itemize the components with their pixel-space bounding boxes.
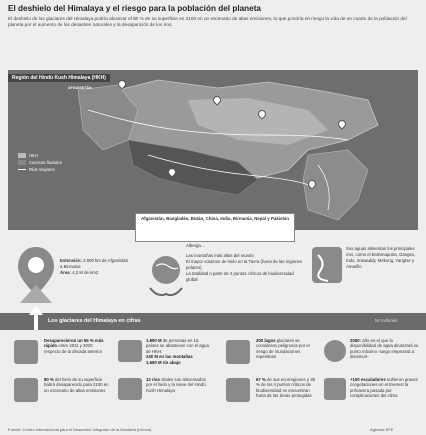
mountain-pin-icon — [14, 245, 58, 305]
stat-7-bold: 67 % — [256, 377, 266, 382]
river-icon — [310, 245, 344, 285]
stat-2-bold: 1.890 M — [146, 338, 162, 343]
legend-label-basins: Cuencas fluviales — [29, 160, 62, 165]
map-graphic — [8, 70, 418, 230]
stat-5-text: del hielo de su superficie habrá desaparecido para 2100 en un escenario de altas emisiones — [44, 377, 109, 393]
water-tap-icon — [118, 340, 142, 362]
globe-hands-icon — [148, 252, 184, 300]
band-title: Los glaciares del Himalaya en cifras — [48, 318, 141, 324]
lead-paragraph: El deshielo de los glaciares del Himalaya podría alcanzar el 80 % de su superficie en 2100 en un escenario de altas emisiones, lo que pondría en riesgo la vida de un cuarto de la población del planeta por el aumento de los desastres naturales y la desaparición de los ríos. — [8, 16, 407, 27]
area-value: 4,2 M de km2 — [72, 270, 99, 275]
stat-4-bold: 2050: — [350, 338, 361, 343]
middle-header: Alberga... — [186, 243, 205, 248]
middle-item-1: Las montañas más altas del mundo — [186, 253, 254, 258]
map-title: Región del Hindú Kush Himalaya (HKH) — [8, 74, 110, 82]
stat-5 — [44, 377, 112, 393]
stat-3 — [256, 338, 318, 360]
stat-8 — [350, 377, 420, 399]
stat-3-text: glaciares se consideran peligrosos por el riesgo de inundaciones repentinas — [256, 338, 310, 360]
rivers-text: Sus aguas alimentan los principales ríos, como el Brahmaputra, Ganges, Indo, Irrawaddy, Mekong, Yangtse y Amarillo — [346, 246, 416, 269]
legend-label-rivers: Ríos mayores — [29, 167, 55, 172]
stat-5-bold: 80 % — [44, 377, 54, 382]
legend-swatch-basins — [18, 160, 26, 165]
stat-8-text: sufrieron graves congelaciones en el Everest la primavera pasada por complicaciones del clima — [350, 377, 418, 399]
stat-7 — [256, 377, 318, 399]
middle-item-2: El mayor volumen de hielo en la Tierra (fuera de las regiones polares) — [186, 259, 303, 270]
stat-8-bold: +100 escaladores — [350, 377, 386, 382]
extension-label: Extensión: — [60, 258, 82, 263]
legend-swatch-hkh — [18, 153, 26, 158]
stat-3-bold: 200 lagos — [256, 338, 276, 343]
stat-2 — [146, 338, 212, 365]
source-footer: Fuente: Centro Internacional para el Desarrollo Integrado de la Montaña (Icimod) — [8, 427, 152, 432]
melting-ice-icon — [14, 340, 38, 364]
stat-4 — [350, 338, 420, 360]
stat-6-text: vitales son alimentados por el hielo y la nieve del Hindú Kush Himalaya — [146, 377, 206, 393]
stat-1-bold: Desaparecieron un 65 % más rápido — [44, 338, 104, 349]
hkh-map — [8, 70, 418, 230]
legend-swatch-rivers — [18, 169, 26, 170]
page-title: El deshielo del Himalaya y el riesgo para la población del planeta — [8, 4, 261, 13]
melting-iceberg-icon — [14, 378, 38, 402]
legend-label-hkh: HKH — [29, 153, 38, 158]
stat-6-bold: 12 ríos — [146, 377, 160, 382]
glacier-lake-icon — [226, 340, 250, 364]
stat-7-text: de sus ecorregiones y 39 % de los 4 puntos críticos de biodiversidad se encuentran fuera de las áreas protegidas — [256, 377, 316, 399]
stat-1-text: entre 2011 y 2020 respecto de la década anterior — [44, 343, 103, 354]
middle-list — [186, 253, 304, 283]
stat-2-text: de personas en 16 países se abastecen con el agua de HKH: — [146, 338, 209, 354]
area-label: Área: — [60, 270, 71, 275]
extension-value: 3.500 km de Afganistán a Birmania — [60, 258, 129, 269]
millions-note: M: millones — [375, 318, 398, 323]
dry-tree-icon — [226, 378, 250, 402]
stat-4-text: año en el que la disponibilidad de agua alcanzará su punto máximo -luego empezará a disminuir- — [350, 338, 419, 360]
middle-item-3: La totalidad o parte de 4 puntos críticos de biodiversidad global — [186, 271, 294, 282]
arrow-up-icon — [28, 306, 44, 330]
city-label-afghanistan: AFGANISTÁN — [68, 86, 92, 90]
climber-icon — [324, 378, 346, 400]
countries-box: Afganistán, Bangladés, Bután, China, India, Birmania, Nepal y Pakistán — [135, 213, 295, 242]
river-waves-icon — [118, 378, 142, 400]
clock-icon — [324, 340, 346, 362]
extension-info — [60, 258, 130, 276]
stat-1 — [44, 338, 109, 354]
stat-6 — [146, 377, 212, 393]
stat-2-downstream: 1.650 M río abajo — [146, 359, 181, 365]
map-legend — [18, 152, 62, 173]
stat-2-mountains: 240 M en las montañas — [146, 354, 193, 360]
agency-credit: Agencia EFE — [370, 427, 394, 432]
